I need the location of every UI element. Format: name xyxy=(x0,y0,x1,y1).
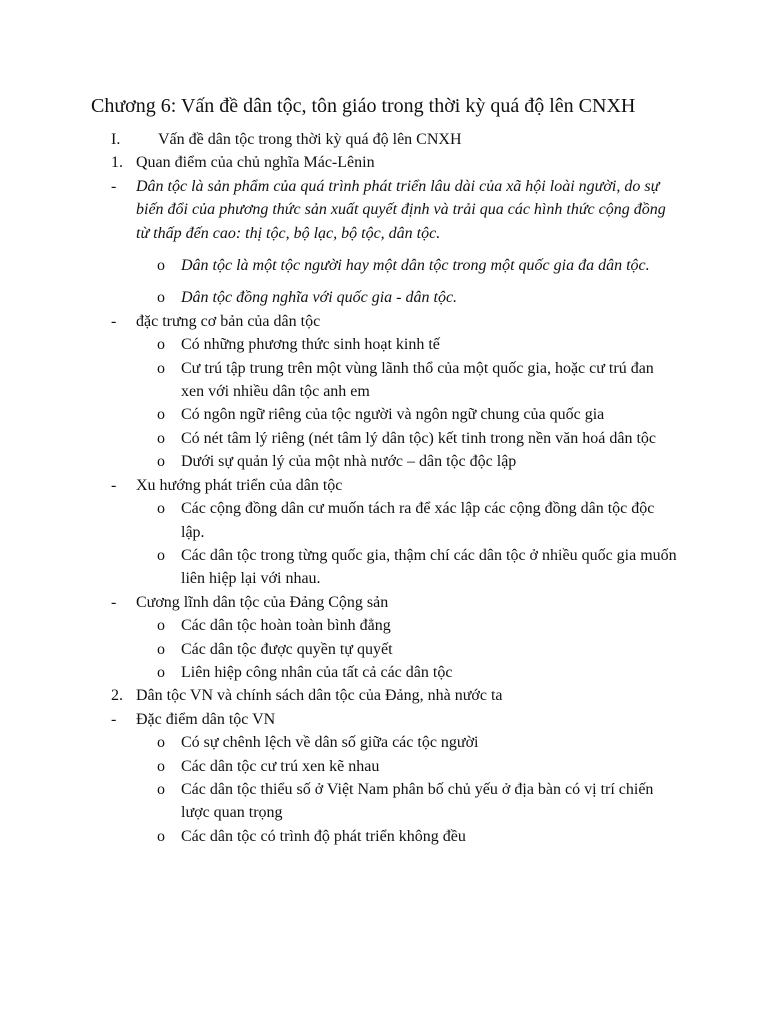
circle-bullet: o xyxy=(157,336,165,354)
dash-item-text: đặc trưng cơ bản của dân tộc xyxy=(136,312,321,330)
sub-item-text: Các dân tộc cư trú xen kẽ nhau xyxy=(181,757,380,775)
sub-item-text: Dân tộc đồng nghĩa với quốc gia - dân tộc. xyxy=(181,289,458,307)
numbered-item xyxy=(0,684,768,707)
circle-bullet: o xyxy=(157,757,165,775)
sub-item-text: Các dân tộc trong từng quốc gia, thậm chí các dân tộc ở nhiều quốc gia muốn liên hiệp lại với nhau. xyxy=(181,546,677,588)
sub-item-text: Các dân tộc thiểu số ở Việt Nam phân bố chủ yếu ở địa bàn có vị trí chiến lược quan trọng xyxy=(181,780,654,822)
sub-item xyxy=(0,357,768,404)
sub-item xyxy=(0,333,768,356)
circle-bullet: o xyxy=(157,406,165,424)
dash-item-text: Xu hướng phát triển của dân tộc xyxy=(136,476,343,494)
sub-item xyxy=(0,755,768,778)
dash-item xyxy=(0,591,768,614)
sub-item-text: Có ngôn ngữ riêng của tộc người và ngôn ngữ chung của quốc gia xyxy=(181,406,605,424)
sub-item xyxy=(0,450,768,473)
numbered-item-text: Dân tộc VN và chính sách dân tộc của Đảng, nhà nước ta xyxy=(136,687,503,705)
sub-item xyxy=(0,731,768,754)
sub-item-text: Có nét tâm lý riêng (nét tâm lý dân tộc) kết tinh trong nền văn hoá dân tộc xyxy=(181,429,656,447)
sub-item xyxy=(0,286,768,309)
sub-item-text: Các dân tộc hoàn toàn bình đẳng xyxy=(181,617,391,635)
sub-item-text: Dưới sự quản lý của một nhà nước – dân tộc độc lập xyxy=(181,453,517,471)
circle-bullet: o xyxy=(157,289,165,307)
circle-bullet: o xyxy=(157,640,165,658)
numbered-item xyxy=(0,151,768,174)
circle-bullet: o xyxy=(157,663,165,681)
numbered-item-text: Quan điểm của chủ nghĩa Mác-Lênin xyxy=(136,154,375,172)
sub-item-text: Có những phương thức sinh hoạt kinh tế xyxy=(181,336,440,354)
dash-bullet: - xyxy=(111,177,117,195)
sub-item xyxy=(0,427,768,450)
sub-item xyxy=(0,403,768,426)
sub-item xyxy=(0,544,768,591)
circle-bullet: o xyxy=(157,617,165,635)
circle-bullet: o xyxy=(157,780,165,798)
circle-bullet: o xyxy=(157,429,165,447)
sub-item xyxy=(0,254,768,277)
sub-item xyxy=(0,614,768,637)
definition-text: Dân tộc là sản phẩm của quá trình phát triển lâu dài của xã hội loài người, do sự biến đổi của phương thức sản xuất quyết định và trải qua các hình thức cộng đồng từ thấp đến cao: thị tộc, bộ lạc, bộ tộc, dân tộc. xyxy=(136,177,666,242)
sub-item-text: Dân tộc là một tộc người hay một dân tộc trong một quốc gia đa dân tộc. xyxy=(181,257,650,275)
document-body xyxy=(0,128,768,848)
roman-numeral: I. xyxy=(111,131,121,148)
dash-bullet: - xyxy=(111,593,117,611)
sub-item xyxy=(0,661,768,684)
section-heading xyxy=(0,128,768,151)
dash-item xyxy=(0,310,768,333)
dash-item-text: Đặc điểm dân tộc VN xyxy=(136,710,276,728)
circle-bullet: o xyxy=(157,546,165,564)
dash-item xyxy=(0,708,768,731)
sub-item-text: Có sự chênh lệch về dân số giữa các tộc người xyxy=(181,734,479,752)
sub-item xyxy=(0,825,768,848)
sub-item xyxy=(0,497,768,544)
dash-item xyxy=(0,474,768,497)
sub-item-text: Liên hiệp công nhân của tất cả các dân tộc xyxy=(181,663,453,681)
circle-bullet: o xyxy=(157,827,165,845)
dash-item-text: Cương lĩnh dân tộc của Đảng Cộng sản xyxy=(136,593,389,611)
dash-bullet: - xyxy=(111,476,117,494)
sub-item-text: Cư trú tập trung trên một vùng lãnh thổ của một quốc gia, hoặc cư trú đan xen với nhiều dân tộc anh em xyxy=(181,359,654,401)
dash-bullet: - xyxy=(111,710,117,728)
sub-item-text: Các cộng đồng dân cư muốn tách ra để xác lập các cộng đồng dân tộc độc lập. xyxy=(181,500,655,541)
circle-bullet: o xyxy=(157,257,165,275)
page-title: Chương 6: Vấn đề dân tộc, tôn giáo trong thời kỳ quá độ lên CNXH xyxy=(91,95,636,117)
dash-bullet: - xyxy=(111,312,117,330)
circle-bullet: o xyxy=(157,359,165,377)
sub-item-text: Các dân tộc có trình độ phát triển không đều xyxy=(181,827,466,845)
dash-item xyxy=(0,175,768,245)
sub-item-text: Các dân tộc được quyền tự quyết xyxy=(181,640,393,658)
item-number: 2. xyxy=(111,687,123,705)
circle-bullet: o xyxy=(157,500,165,518)
sub-item xyxy=(0,638,768,661)
circle-bullet: o xyxy=(157,734,165,752)
sub-item xyxy=(0,778,768,825)
section-heading-text: Vấn đề dân tộc trong thời kỳ quá độ lên CNXH xyxy=(158,131,462,148)
item-number: 1. xyxy=(111,154,123,172)
circle-bullet: o xyxy=(157,453,165,471)
